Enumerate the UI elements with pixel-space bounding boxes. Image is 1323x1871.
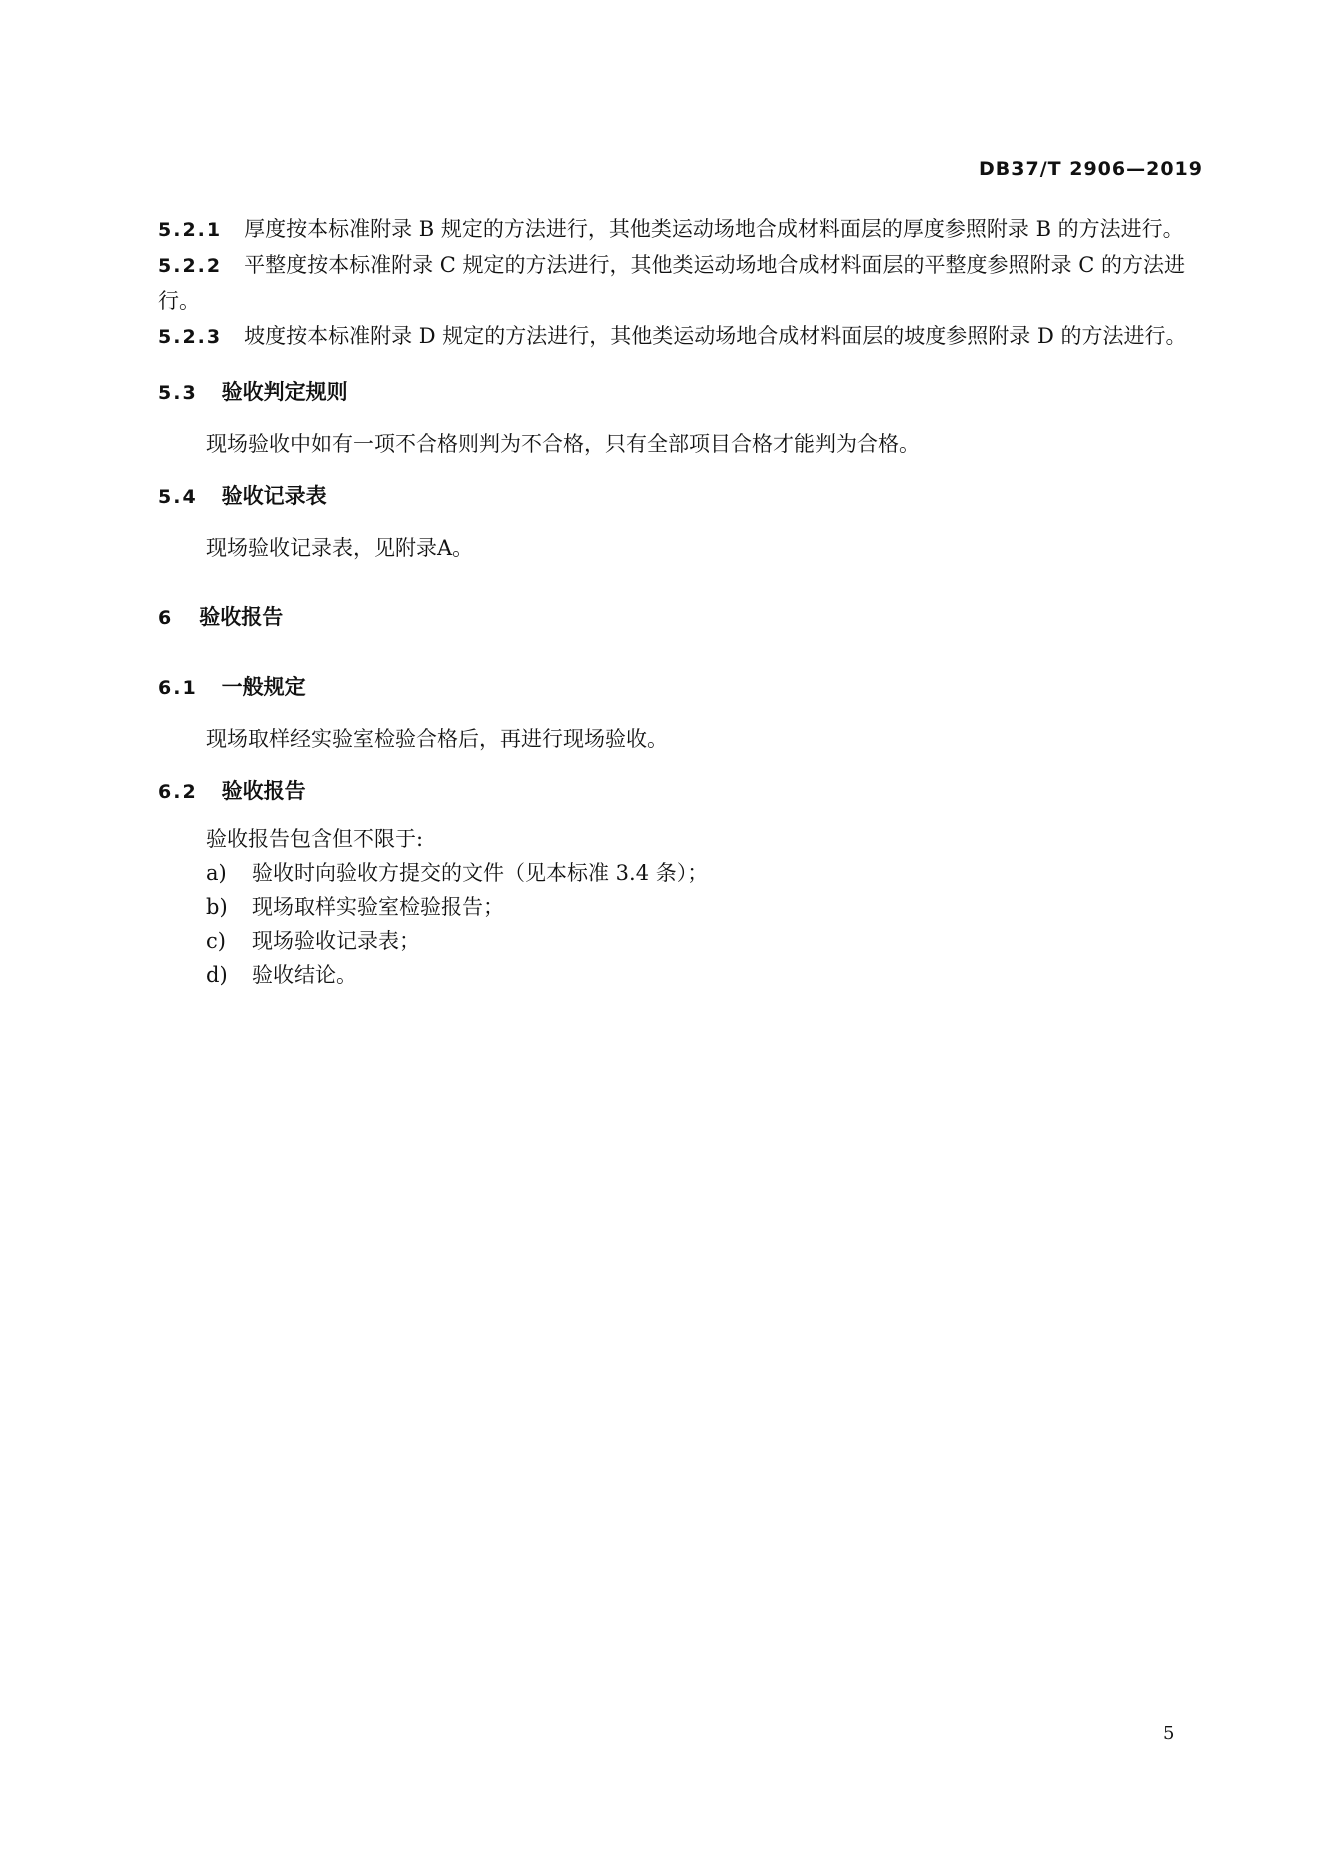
heading-number: 5.4 [158,486,198,508]
list-item [158,924,1200,958]
clause-5-2-2 [158,248,1200,319]
clause-number: 5.2.3 [158,326,223,348]
heading-title: 验收报告 [199,605,284,629]
heading-6-1 [158,670,1200,706]
heading-6-2 [158,774,1200,810]
heading-5-4 [158,479,1200,515]
section-6-1-body: 现场取样经实验室检验合格后，再进行现场验收。 [206,727,668,751]
clause-text: 厚度按本标准附录 B 规定的方法进行，其他类运动场地合成材料面层的厚度参照附录 B 的方法进行。 [244,217,1184,241]
list-marker: c) [206,929,226,953]
heading-5-3 [158,375,1200,411]
section-5-4-body: 现场验收记录表，见附录A。 [206,536,474,560]
clause-text: 平整度按本标准附录 C 规定的方法进行，其他类运动场地合成材料面层的平整度参照附录 C 的方法进行。 [158,253,1185,313]
section-5-3-body: 现场验收中如有一项不合格则判为不合格，只有全部项目合格才能判为合格。 [206,432,920,456]
clause-5-2-1 [158,212,1200,248]
list-marker: a) [206,861,227,885]
list-item [158,856,1200,890]
list-item-text: 现场取样实验室检验报告； [252,895,504,919]
heading-number: 6.2 [158,781,198,803]
list-item-text: 验收结论。 [252,963,357,987]
heading-number: 5.3 [158,382,198,404]
list-marker: d) [206,963,228,987]
heading-title: 验收报告 [221,779,306,803]
page-content [158,212,1200,992]
heading-title: 一般规定 [221,675,306,699]
heading-6 [158,600,1200,636]
list-intro: 验收报告包含但不限于: [206,827,424,851]
heading-title: 验收判定规则 [221,380,348,404]
heading-number: 6 [158,607,174,629]
clause-number: 5.2.1 [158,219,223,241]
heading-number: 6.1 [158,677,198,699]
page-number: 5 [1163,1723,1175,1744]
list-item [158,958,1200,992]
heading-title: 验收记录表 [221,484,327,508]
list-item-text: 验收时向验收方提交的文件（见本标准 3.4 条）； [252,861,709,885]
document-code: DB37/T 2906—2019 [979,158,1203,180]
list-item [158,890,1200,924]
list-item-text: 现场验收记录表； [252,929,420,953]
clause-number: 5.2.2 [158,255,223,277]
report-contents-list [158,822,1200,992]
clause-text: 坡度按本标准附录 D 规定的方法进行，其他类运动场地合成材料面层的坡度参照附录 D 的方法进行。 [244,324,1187,348]
list-marker: b) [206,895,228,919]
clause-5-2-3 [158,319,1200,355]
